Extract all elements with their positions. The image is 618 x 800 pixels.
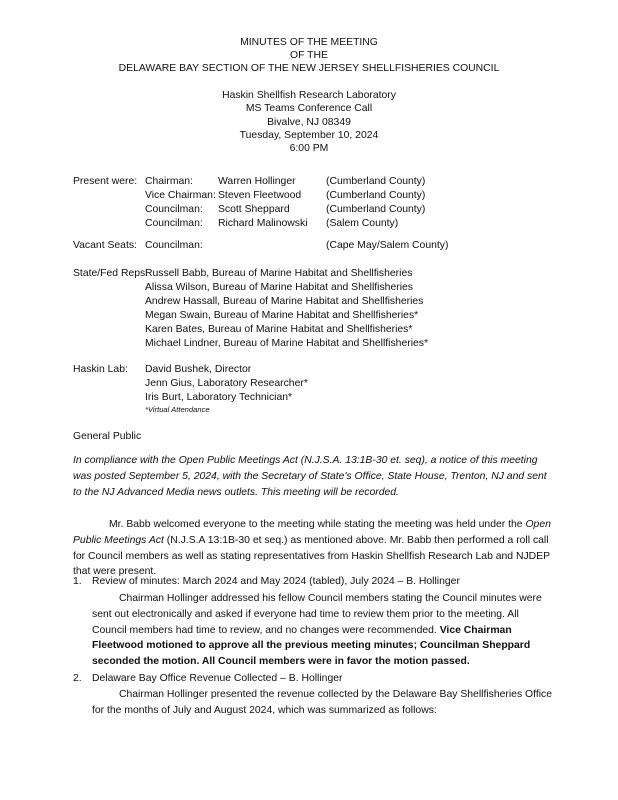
member-name: Steven Fleetwood: [218, 190, 302, 201]
member-county: (Cumberland County): [326, 190, 426, 201]
member-county: (Cumberland County): [326, 176, 426, 187]
welcome-act: Open Public Meetings Act: [73, 519, 551, 546]
vacant-county: (Cape May/Salem County): [326, 240, 449, 251]
welcome-text-1: Mr. Babb welcomed everyone to the meeting while stating the meeting was held under the: [109, 519, 523, 530]
haskin-item: David Bushek, Director: [145, 364, 252, 375]
location-address: Bivalve, NJ 08349: [267, 117, 351, 128]
meeting-date: Tuesday, September 10, 2024: [239, 130, 379, 141]
agenda-item-text: Chairman Hollinger addressed his fellow Council members stating the Council minutes were sent out electronically and asked if everyone had time to review them prior to the meeting. All Council members had time to review, and no changes were recommended.: [92, 593, 542, 636]
doc-title-line3: DELAWARE BAY SECTION OF THE NEW JERSEY SHELLFISHERIES COUNCIL: [118, 63, 500, 74]
vacant-role: Councilman:: [145, 240, 203, 251]
member-county: (Cumberland County): [326, 204, 426, 215]
welcome-paragraph: [73, 517, 553, 580]
member-role: Chairman:: [145, 176, 193, 187]
member-name: Richard Malinowski: [218, 218, 308, 229]
welcome-text-2: (N.J.S.A 13:1B-30 et seq.) as mentioned above. Mr. Babb then performed a roll call for Council members as well as stating representatives from Haskin Shellfish Research Lab and NJDEP that were present.: [73, 534, 550, 578]
agenda-item-body: Chairman Hollinger presented the revenue collected by the Delaware Bay Shellfisheries Office for the months of July and August 2024, which was summarized as follows:: [92, 689, 552, 716]
agenda-item-number: 1.: [73, 576, 82, 587]
compliance-paragraph: In compliance with the Open Public Meetings Act (N.J.S.A. 13:1B-30 et. seq), a notice of this meeting was posted September 5, 2024, with the Secretary of State's Office, State House, Trenton, NJ and sent to the NJ Advanced Media news outlets. This meeting will be recorded.: [73, 455, 547, 498]
rep-item: Megan Swain, Bureau of Marine Habitat and Shellfisheries*: [145, 310, 419, 321]
haskin-item: Jenn Gius, Laboratory Researcher*: [145, 378, 308, 389]
member-role: Vice Chairman:: [145, 190, 216, 201]
meeting-time: 6:00 PM: [289, 143, 329, 154]
haskin-label: Haskin Lab:: [73, 364, 128, 375]
rep-item: Michael Lindner, Bureau of Marine Habitat and Shellfisheries*: [145, 338, 429, 349]
location-place: Haskin Shellfish Research Laboratory: [222, 90, 396, 101]
rep-item: Russell Babb, Bureau of Marine Habitat and Shellfisheries: [145, 268, 413, 279]
member-role: Councilman:: [145, 204, 203, 215]
vacant-label: Vacant Seats:: [73, 240, 137, 251]
member-county: (Salem County): [326, 218, 399, 229]
virtual-attendance-note: *Virtual Attendance: [145, 405, 210, 414]
reps-label: State/Fed Reps:: [73, 268, 149, 279]
haskin-item: Iris Burt, Laboratory Technician*: [145, 392, 293, 403]
agenda-item-body: [92, 591, 556, 670]
member-name: Warren Hollinger: [218, 176, 296, 187]
doc-title-line1: MINUTES OF THE MEETING: [240, 37, 378, 48]
general-public-label: General Public: [73, 431, 142, 442]
member-name: Scott Sheppard: [218, 204, 290, 215]
motion-text: Vice Chairman Fleetwood motioned to approve all the previous meeting minutes; Councilman Sheppard seconded the motion. All Council members were in favor the motion passed.: [92, 624, 531, 668]
member-role: Councilman:: [145, 218, 203, 229]
rep-item: Andrew Hassall, Bureau of Marine Habitat and Shellfisheries: [145, 296, 424, 307]
doc-title-line2: OF THE: [290, 50, 328, 61]
agenda-item-title: Delaware Bay Office Revenue Collected – B. Hollinger: [92, 673, 343, 684]
location-method: MS Teams Conference Call: [245, 103, 373, 114]
agenda-item-title: Review of minutes: March 2024 and May 2024 (tabled), July 2024 – B. Hollinger: [92, 576, 460, 587]
rep-item: Karen Bates, Bureau of Marine Habitat and Shellfisheries*: [145, 324, 413, 335]
present-label: Present were:: [73, 176, 138, 187]
agenda-item-number: 2.: [73, 673, 82, 684]
rep-item: Alissa Wilson, Bureau of Marine Habitat and Shellfisheries: [145, 282, 413, 293]
